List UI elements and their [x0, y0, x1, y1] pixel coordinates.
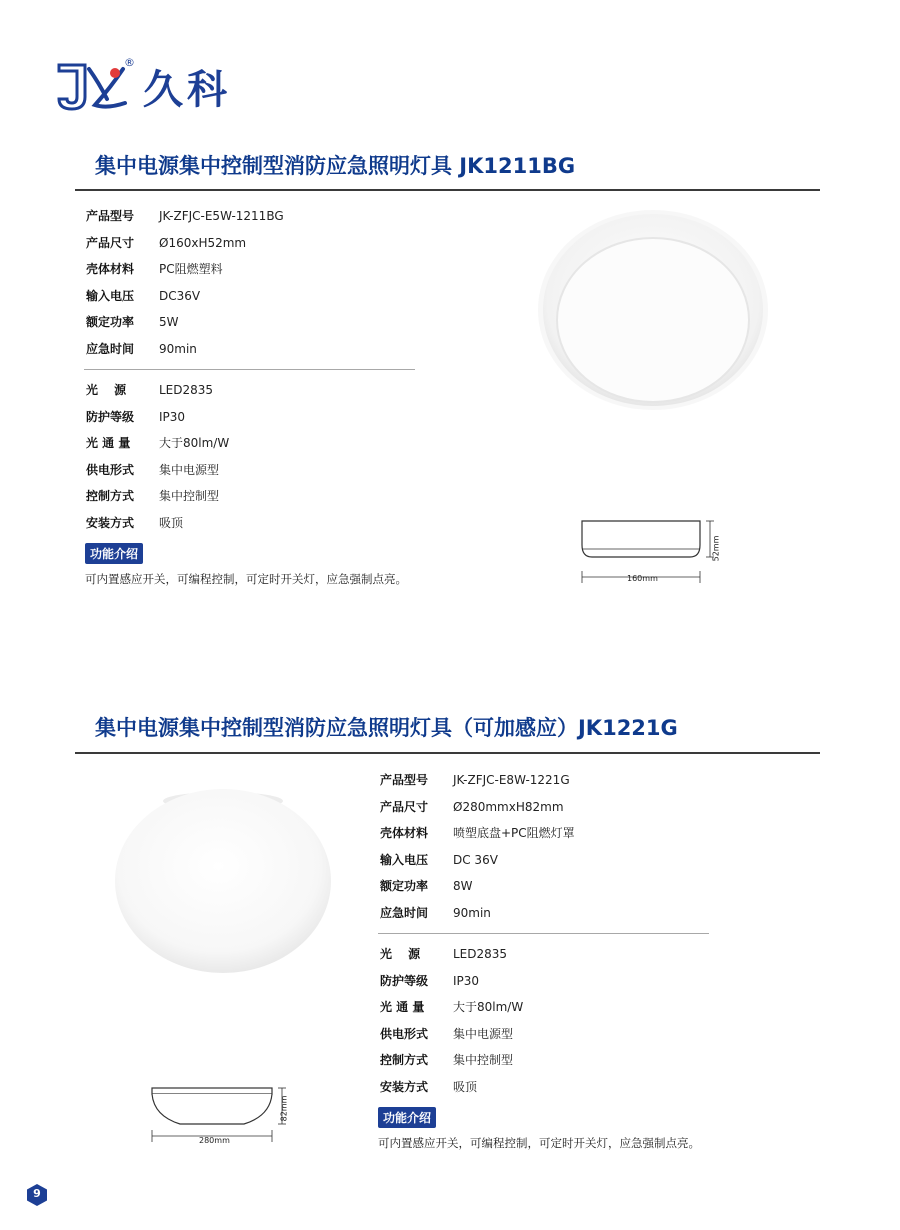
spec-value: LED2835	[159, 383, 214, 397]
spec-row	[380, 994, 523, 1021]
spec-value: DC 36V	[453, 852, 498, 867]
spec-key: 壳体材料	[86, 262, 135, 277]
ceiling-lamp-photo	[108, 785, 338, 980]
spec-value: JK-ZFJC-E8W-1221G	[453, 773, 570, 787]
page-number	[27, 1184, 47, 1206]
spec-key: 应急时间	[380, 905, 429, 920]
spec-row	[86, 430, 229, 457]
feature-badge: 功能介绍	[85, 543, 143, 564]
spec-row	[380, 794, 575, 821]
page-number-text: 9	[33, 1187, 41, 1200]
spec-row	[380, 820, 575, 847]
spec-key: 控制方式	[86, 489, 135, 504]
feature-description: 可内置感应开关，可编程控制，可定时开关灯，应急强制点亮。	[378, 1136, 700, 1150]
spec-key: 产品型号	[380, 773, 429, 787]
spec-key: 防护等级	[380, 973, 429, 988]
spec-value: 吸顶	[453, 1079, 478, 1094]
spec-list-basic	[86, 203, 284, 363]
spec-key: 控制方式	[380, 1053, 429, 1068]
spec-value: 集中电源型	[159, 462, 220, 477]
spec-row	[86, 256, 284, 283]
spec-key: 供电形式	[86, 462, 135, 477]
spec-value: 大于80lm/W	[453, 1000, 524, 1015]
spec-key: 额定功率	[86, 315, 135, 330]
spec-row	[380, 1047, 523, 1074]
spec-list-optical	[86, 377, 229, 537]
spec-key: 额定功率	[380, 879, 429, 894]
spec-row	[86, 283, 284, 310]
dimension-width-label: 160mm	[627, 574, 658, 583]
spec-value: 90min	[453, 905, 491, 920]
spec-value: 90min	[159, 341, 197, 356]
spec-value: 集中电源型	[453, 1026, 514, 1041]
spec-divider	[84, 369, 415, 370]
spec-key: 产品型号	[86, 209, 135, 223]
spec-key: 应急时间	[86, 341, 135, 356]
spec-value: JK-ZFJC-E5W-1211BG	[159, 209, 284, 223]
feature-badge: 功能介绍	[378, 1107, 436, 1128]
spec-row	[380, 1021, 523, 1048]
dimension-height-label: 82mm	[279, 1095, 289, 1122]
spec-value: IP30	[159, 409, 186, 424]
spec-row	[86, 309, 284, 336]
spec-value: 大于80lm/W	[159, 436, 230, 451]
spec-key: 光 通 量	[86, 436, 131, 451]
spec-row	[86, 510, 229, 537]
product-title: 集中电源集中控制型消防应急照明灯具 JK1211BG	[95, 154, 576, 178]
spec-value: IP30	[453, 973, 480, 988]
spec-row	[380, 941, 523, 968]
spec-value: Ø160xH52mm	[159, 235, 247, 250]
spec-row	[86, 377, 229, 404]
spec-divider	[378, 933, 709, 934]
spec-key: 安装方式	[380, 1079, 429, 1094]
spec-value: DC36V	[159, 288, 201, 303]
spec-row	[380, 968, 523, 995]
spec-row	[86, 336, 284, 363]
title-divider	[75, 189, 820, 191]
spec-key: 光 通 量	[380, 1000, 425, 1015]
spec-row	[380, 1074, 523, 1101]
spec-row	[380, 847, 575, 874]
feature-description: 可内置感应开关，可编程控制，可定时开关灯，应急强制点亮。	[85, 572, 407, 586]
dimension-height-label: 52mm	[711, 535, 721, 562]
spec-row	[86, 483, 229, 510]
spec-value: 5W	[159, 315, 179, 330]
brand-name: 久科	[143, 67, 231, 113]
spec-key: 光 源	[380, 947, 421, 961]
spec-value: 集中控制型	[453, 1053, 514, 1068]
spec-row	[86, 203, 284, 230]
spec-key: 安装方式	[86, 515, 135, 530]
spec-key: 壳体材料	[380, 826, 429, 841]
spec-key: 产品尺寸	[380, 799, 429, 814]
spec-value: 吸顶	[159, 515, 184, 530]
spec-row	[86, 230, 284, 257]
ceiling-lamp-photo	[525, 210, 780, 420]
spec-row	[380, 767, 575, 794]
brand-logo	[55, 58, 231, 115]
spec-value: 集中控制型	[159, 489, 220, 504]
spec-value: PC阻燃塑料	[159, 262, 223, 277]
product-title: 集中电源集中控制型消防应急照明灯具（可加感应）JK1221G	[95, 716, 678, 740]
spec-value: Ø280mmxH82mm	[453, 799, 564, 814]
spec-key: 光 源	[86, 383, 127, 397]
spec-key: 输入电压	[380, 852, 429, 867]
spec-list-basic	[380, 767, 575, 927]
spec-key: 供电形式	[380, 1026, 429, 1041]
spec-value: 8W	[453, 879, 473, 894]
spec-key: 防护等级	[86, 409, 135, 424]
spec-row	[380, 873, 575, 900]
spec-value: 喷塑底盘+PC阻燃灯罩	[453, 826, 575, 841]
title-divider	[75, 752, 820, 754]
spec-key: 产品尺寸	[86, 235, 135, 250]
spec-key: 输入电压	[86, 288, 135, 303]
spec-row	[86, 457, 229, 484]
spec-list-optical	[380, 941, 523, 1101]
spec-row	[86, 404, 229, 431]
spec-value: LED2835	[453, 947, 508, 961]
registered-mark: ®	[124, 56, 135, 69]
dimension-width-label: 280mm	[199, 1136, 230, 1145]
spec-row	[380, 900, 575, 927]
